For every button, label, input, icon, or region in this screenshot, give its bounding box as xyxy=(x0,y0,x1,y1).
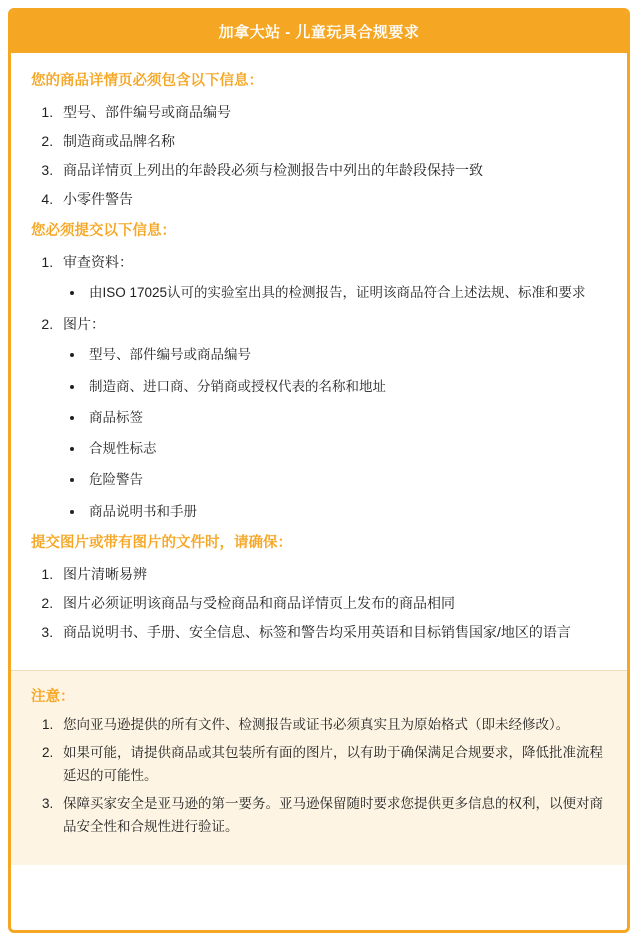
section-1-list xyxy=(31,101,607,211)
note-title: 注意： xyxy=(31,688,75,705)
list-item: 2. 如果可能，请提供商品或其包装所有面的图片，以有助于确保满足合规要求，降低批准流程延迟的可能性。 xyxy=(57,742,607,788)
list-item: 1. 图片清晰易辨 xyxy=(57,563,607,586)
sublist-item: • 商品标签 xyxy=(85,407,607,429)
list-item-label: 图片： xyxy=(63,316,105,333)
section-title-2: 您必须提交以下信息： xyxy=(31,223,176,240)
section-3-list xyxy=(31,563,607,644)
sublist-item: • 制造商、进口商、分销商或授权代表的名称和地址 xyxy=(85,376,607,398)
section-2-list xyxy=(31,251,607,523)
note-box xyxy=(11,670,627,865)
list-item: 2. 制造商或品牌名称 xyxy=(57,130,607,153)
sublist-item: • 合规性标志 xyxy=(85,438,607,460)
sublist-images xyxy=(63,344,607,523)
sublist-item: • 危险警告 xyxy=(85,469,607,491)
list-item: 1. 您向亚马逊提供的所有文件、检测报告或证书必须真实且为原始格式（即未经修改）。 xyxy=(57,714,607,737)
card-title: 加拿大站 - 儿童玩具合规要求 xyxy=(11,11,627,53)
list-item: 1. 型号、部件编号或商品编号 xyxy=(57,101,607,124)
list-item: 3. 商品说明书、手册、安全信息、标签和警告均采用英语和目标销售国家/地区的语言 xyxy=(57,621,607,644)
sublist-item: • 商品说明书和手册 xyxy=(85,501,607,523)
list-item xyxy=(57,313,607,523)
sublist-item: • 型号、部件编号或商品编号 xyxy=(85,344,607,366)
list-item: 3. 商品详情页上列出的年龄段必须与检测报告中列出的年龄段保持一致 xyxy=(57,159,607,182)
list-item: 4. 小零件警告 xyxy=(57,188,607,211)
sublist-item: • 由ISO 17025认可的实验室出具的检测报告，证明该商品符合上述法规、标准和要求 xyxy=(85,282,607,304)
sublist-review-materials xyxy=(63,282,607,304)
list-item: 2. 图片必须证明该商品与受检商品和商品详情页上发布的商品相同 xyxy=(57,592,607,615)
card-body xyxy=(11,53,627,670)
note-list xyxy=(31,714,607,839)
section-title-3: 提交图片或带有图片的文件时，请确保： xyxy=(31,534,292,551)
list-item: 3. 保障买家安全是亚马逊的第一要务。亚马逊保留随时要求您提供更多信息的权利，以便对商品安全性和合规性进行验证。 xyxy=(57,793,607,839)
list-item-label: 审查资料： xyxy=(63,253,133,270)
spacer xyxy=(31,654,607,660)
list-item xyxy=(57,251,607,304)
section-title-1: 您的商品详情页必须包含以下信息： xyxy=(31,73,263,89)
compliance-card xyxy=(8,8,630,933)
